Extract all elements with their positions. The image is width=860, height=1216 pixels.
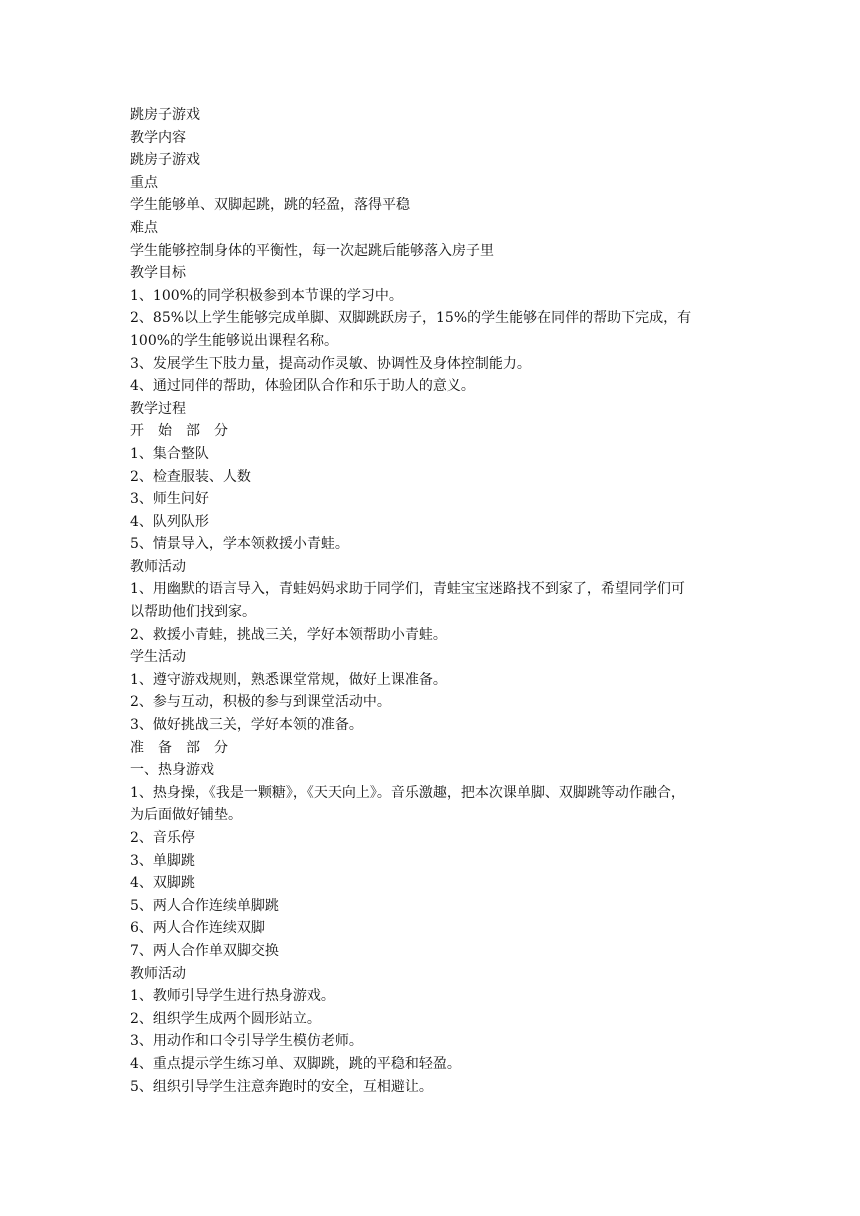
text-line: 3、单脚跳 — [130, 852, 195, 869]
text-line: 4、队列队形 — [130, 513, 209, 530]
section-title-preparation: 准 备 部 分 — [130, 739, 228, 756]
heading-key-point: 重点 — [130, 174, 158, 191]
text-line: 3、做好挑战三关，学好本领的准备。 — [130, 717, 363, 734]
text-line: 1、教师引导学生进行热身游戏。 — [130, 988, 335, 1005]
document-body — [130, 104, 740, 1098]
heading-student-activity: 学生活动 — [130, 649, 186, 666]
text-line: 2、组织学生成两个圆形站立。 — [130, 1010, 321, 1027]
text-line: 7、两人合作单双脚交换 — [130, 942, 279, 959]
text-line: 6、两人合作连续双脚 — [130, 920, 265, 937]
document-title: 跳房子游戏 — [130, 107, 200, 123]
text-line: 1、100%的同学积极参到本节课的学习中。 — [130, 287, 403, 304]
text-line: 5、组织引导学生注意奔跑时的安全，互相避让。 — [130, 1078, 433, 1095]
text-line: 1、遵守游戏规则，熟悉课堂常规，做好上课准备。 — [130, 671, 447, 688]
text-line: 以帮助他们找到家。 — [130, 604, 256, 621]
text-line: 2、85%以上学生能够完成单脚、双脚跳跃房子，15%的学生能够在同伴的帮助下完成，有 — [130, 310, 692, 327]
text-line: 为后面做好铺垫。 — [130, 807, 242, 824]
text-line: 1、用幽默的语言导入，青蛙妈妈求助于同学们，青蛙宝宝迷路找不到家了，希望同学们可 — [130, 581, 685, 598]
heading-teaching-goals: 教学目标 — [130, 265, 186, 282]
text-line: 1、热身操，《我是一颗糖》，《天天向上》。音乐激趣，把本次课单脚、双脚跳等动作融合， — [130, 784, 685, 801]
text-line: 4、双脚跳 — [130, 875, 195, 892]
text-line: 学生能够单、双脚起跳，跳的轻盈，落得平稳 — [130, 197, 410, 214]
text-line: 4、重点提示学生练习单、双脚跳，跳的平稳和轻盈。 — [130, 1055, 461, 1072]
heading-warmup-game: 一、热身游戏 — [130, 762, 214, 779]
heading-teaching-content: 教学内容 — [130, 129, 186, 146]
text-line: 5、两人合作连续单脚跳 — [130, 897, 279, 914]
text-line: 学生能够控制身体的平衡性，每一次起跳后能够落入房子里 — [130, 242, 494, 259]
section-title-start: 开 始 部 分 — [130, 423, 228, 440]
text-line: 5、情景导入，学本领救援小青蛙。 — [130, 536, 349, 553]
heading-difficulty: 难点 — [130, 219, 158, 236]
text-line: 2、检查服装、人数 — [130, 468, 251, 485]
text-line: 跳房子游戏 — [130, 152, 200, 169]
text-line: 100%的学生能够说出课程名称。 — [130, 332, 339, 349]
text-line: 3、师生问好 — [130, 491, 209, 508]
text-line: 2、音乐停 — [130, 830, 195, 846]
heading-teaching-process: 教学过程 — [130, 400, 186, 417]
heading-teacher-activity: 教师活动 — [130, 558, 186, 575]
text-line: 4、通过同伴的帮助，体验团队合作和乐于助人的意义。 — [130, 378, 475, 395]
text-line: 3、发展学生下肢力量，提高动作灵敏、协调性及身体控制能力。 — [130, 355, 531, 372]
text-line: 1、集合整队 — [130, 445, 209, 462]
heading-teacher-activity: 教师活动 — [130, 965, 186, 982]
text-line: 3、用动作和口令引导学生模仿老师。 — [130, 1033, 363, 1050]
text-line: 2、参与互动，积极的参与到课堂活动中。 — [130, 694, 391, 711]
text-line: 2、救援小青蛙，挑战三关，学好本领帮助小青蛙。 — [130, 626, 447, 643]
